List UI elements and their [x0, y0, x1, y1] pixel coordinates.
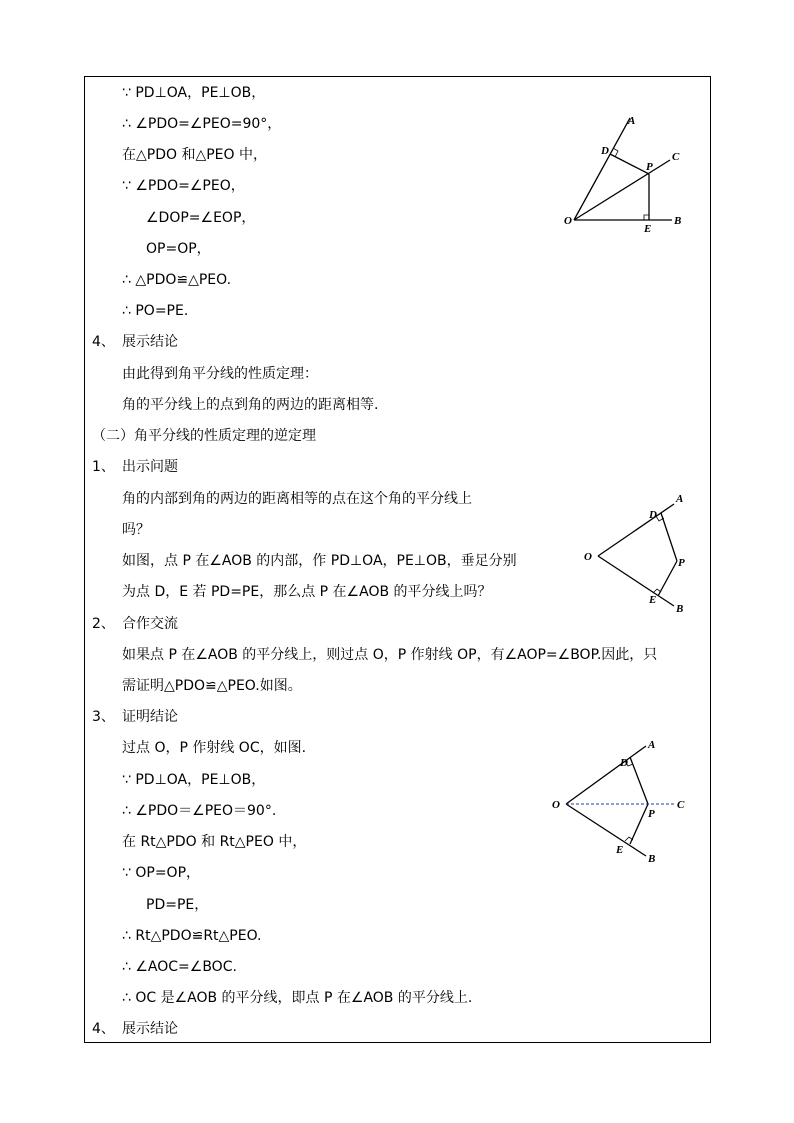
proof2-line1: 过点 O，P 作射线 OC，如图.	[122, 740, 307, 756]
segment-pe	[630, 804, 648, 844]
label-a: A	[628, 115, 636, 127]
ray-ob	[598, 556, 674, 606]
ray-ob	[566, 804, 646, 856]
proof2-line7: ∴ Rt△PDO≌Rt△PEO.	[122, 928, 262, 944]
label-d: D	[620, 757, 628, 769]
section1-title: 出示问题	[122, 459, 178, 475]
ray-oa	[598, 504, 674, 556]
section4-number: 4、	[92, 334, 115, 350]
label-p: P	[646, 161, 653, 173]
figure-angle-bisector-1	[560, 110, 690, 235]
label-d: D	[649, 509, 657, 521]
proof2-line8: ∴ ∠AOC=∠BOC.	[122, 959, 237, 975]
section4-title: 展示结论	[122, 334, 178, 350]
coop-line2: 需证明△PDO≌△PEO.如图。	[122, 678, 302, 694]
theorem-line2: 角的平分线上的点到角的两边的距离相等.	[122, 397, 379, 413]
proof1-line8: ∴ PO=PE.	[122, 303, 189, 319]
section2-title: 合作交流	[122, 616, 178, 632]
label-b: B	[676, 603, 684, 615]
proof2-line9: ∴ OC 是∠AOB 的平分线，即点 P 在∠AOB 的平分线上.	[122, 990, 473, 1006]
figure-angle-bisector-3	[548, 738, 693, 866]
segment-pd	[661, 513, 677, 561]
section4b-title: 展示结论	[122, 1021, 178, 1037]
question-line1: 角的内部到角的两边的距离相等的点在这个角的平分线上	[122, 491, 472, 507]
proof1-line7: ∴ △PDO≌△PEO.	[122, 272, 232, 288]
proof2-line6: PD=PE，	[146, 897, 209, 913]
label-d: D	[601, 145, 609, 157]
section3-title: 证明结论	[122, 709, 178, 725]
label-p: P	[648, 808, 655, 820]
ray-oa	[566, 746, 646, 804]
proof2-line4: 在 Rt△PDO 和 Rt△PEO 中，	[122, 834, 307, 850]
part2-title: （二）角平分线的性质定理的逆定理	[92, 428, 316, 444]
section2-number: 2、	[92, 616, 115, 632]
question-line4: 为点 D，E 若 PD=PE，那么点 P 在∠AOB 的平分线上吗？	[122, 584, 492, 600]
label-o: O	[564, 215, 572, 227]
proof2-line2: ∵ PD⊥OA，PE⊥OB，	[122, 772, 266, 788]
label-c: C	[677, 799, 685, 811]
label-e: E	[616, 844, 624, 856]
ray-oa	[574, 118, 630, 220]
section1-number: 1、	[92, 459, 115, 475]
label-p: P	[678, 557, 685, 569]
figure-angle-bisector-2	[578, 488, 698, 613]
right-angle-e	[644, 215, 649, 220]
label-b: B	[674, 215, 682, 227]
label-b: B	[648, 853, 656, 865]
label-c: C	[672, 151, 680, 163]
label-a: A	[648, 739, 656, 751]
question-line3: 如图，点 P 在∠AOB 的内部，作 PD⊥OA，PE⊥OB，垂足分别	[122, 553, 517, 569]
proof2-line3: ∴ ∠PDO＝∠PEO＝90°.	[122, 803, 277, 819]
ray-oc	[574, 160, 670, 220]
segment-pe	[658, 561, 677, 596]
proof1-line1: ∵ PD⊥OA，PE⊥OB，	[122, 85, 266, 101]
section3-number: 3、	[92, 709, 115, 725]
question-line2: 吗？	[122, 522, 150, 538]
label-o: O	[552, 799, 560, 811]
section4b-number: 4、	[92, 1021, 115, 1037]
proof1-line2: ∴ ∠PDO=∠PEO=90°，	[122, 116, 282, 132]
proof1-line6: OP=OP，	[146, 241, 211, 257]
proof1-line3: 在△PDO 和△PEO 中，	[122, 147, 267, 163]
proof1-line4: ∵ ∠PDO=∠PEO，	[122, 178, 245, 194]
proof1-line5: ∠DOP=∠EOP，	[146, 210, 256, 226]
label-e: E	[644, 223, 652, 235]
label-a: A	[676, 493, 684, 505]
theorem-line1: 由此得到角平分线的性质定理：	[122, 366, 318, 382]
label-e: E	[649, 594, 657, 606]
coop-line1: 如果点 P 在∠AOB 的平分线上，则过点 O，P 作射线 OP，有∠AOP=∠BOP.因此，只	[122, 647, 658, 663]
proof2-line5: ∵ OP=OP，	[122, 865, 201, 881]
label-o: O	[584, 551, 592, 563]
segment-pd	[610, 154, 649, 174]
